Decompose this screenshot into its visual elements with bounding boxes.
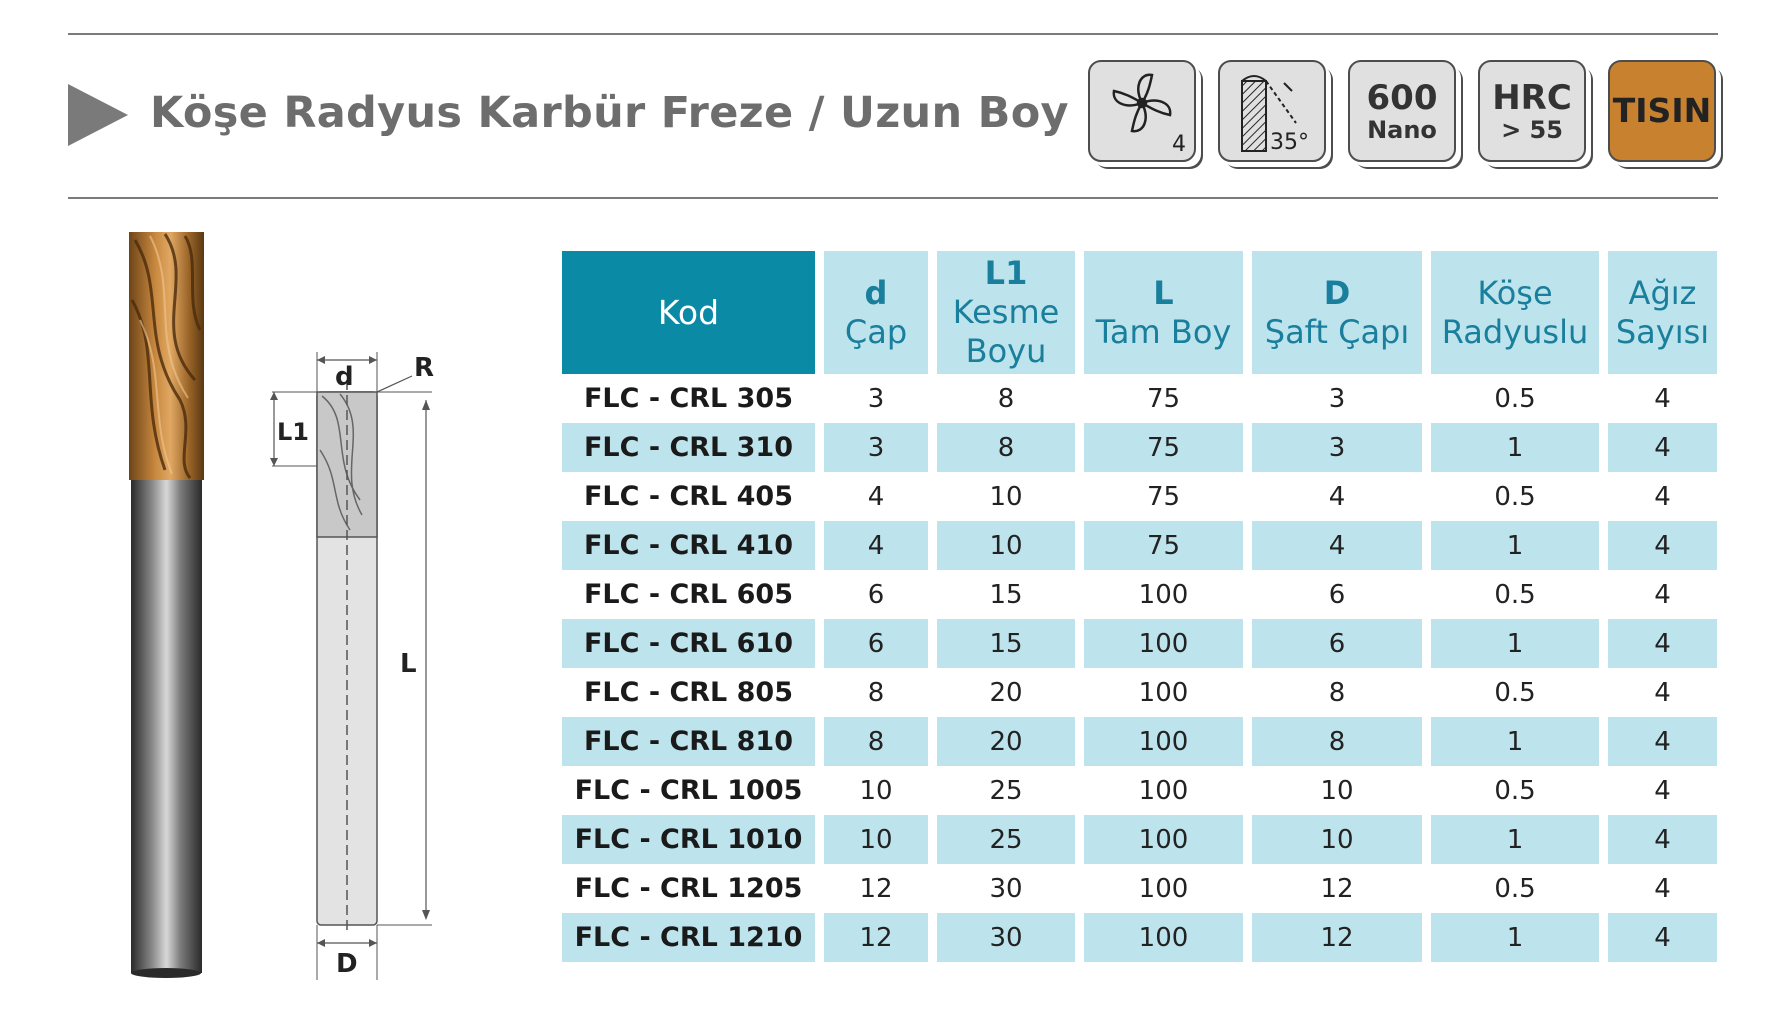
product-table	[562, 251, 1726, 962]
table-row	[562, 864, 1717, 913]
cell-cap: 10	[824, 815, 928, 864]
table-row	[562, 717, 1717, 766]
cell-tam-boy: 100	[1084, 619, 1243, 668]
table-row	[562, 374, 1717, 423]
cell-tam-boy: 100	[1138, 677, 1189, 708]
cell-kod: FLC - CRL 805	[583, 677, 794, 708]
cell-saft-capi: 4	[1252, 521, 1422, 570]
cell-tam-boy: 100	[1084, 717, 1243, 766]
technical-drawing	[270, 352, 434, 980]
cell-tam-boy: 100	[1138, 579, 1189, 610]
cell-saft-capi: 12	[1320, 873, 1354, 904]
cell-cap: 12	[824, 913, 928, 962]
column-header-tam-boy-symbol: L	[1153, 273, 1174, 312]
column-header-tam-boy-label: Tam Boy	[1095, 312, 1232, 351]
table-header-row	[562, 251, 1717, 374]
nano-badge-label: Nano	[1367, 116, 1437, 144]
cell-saft-capi: 6	[1328, 579, 1346, 610]
cell-kose-radyuslu: 0.5	[1494, 579, 1536, 610]
cell-kose-radyuslu: 1	[1431, 717, 1599, 766]
cell-saft-capi: 12	[1252, 913, 1422, 962]
cell-kod: FLC - CRL 605	[583, 579, 794, 610]
column-header-kesme-boyu-symbol: L1	[984, 254, 1028, 292]
cell-tam-boy: 75	[1084, 521, 1243, 570]
column-header-agiz-sayisi-label2: Sayısı	[1615, 312, 1710, 351]
cell-kose-radyuslu: 0.5	[1494, 873, 1536, 904]
cell-saft-capi: 8	[1328, 677, 1346, 708]
cell-kesme-boyu: 20	[937, 717, 1075, 766]
column-header-saft-capi	[1252, 251, 1422, 374]
cell-saft-capi: 3	[1252, 423, 1422, 472]
cell-kose-radyuslu: 0.5	[1494, 677, 1536, 708]
r-dimension-label: R	[414, 353, 435, 383]
coating-badge	[1608, 60, 1716, 162]
cell-kose-radyuslu: 1	[1431, 521, 1599, 570]
cell-kod: FLC - CRL 310	[562, 423, 815, 472]
table-row	[562, 913, 1717, 962]
l1-dimension-label: L1	[277, 418, 309, 446]
table-row	[562, 423, 1717, 472]
page-title: Köşe Radyus Karbür Freze / Uzun Boy	[150, 88, 1069, 138]
column-header-kod-label: Kod	[657, 293, 720, 332]
cell-cap: 4	[867, 481, 885, 512]
cell-cap: 8	[824, 717, 928, 766]
cell-kod: FLC - CRL 1205	[574, 873, 803, 904]
cell-kesme-boyu: 15	[937, 619, 1075, 668]
cell-agiz-sayisi: 4	[1608, 913, 1717, 962]
helix-angle-value: 35°	[1270, 130, 1309, 155]
column-header-kesme-boyu	[937, 251, 1075, 374]
cell-kose-radyuslu: 1	[1431, 619, 1599, 668]
cell-agiz-sayisi: 4	[1608, 423, 1717, 472]
cell-agiz-sayisi: 4	[1608, 619, 1717, 668]
cell-kod: FLC - CRL 1005	[574, 775, 803, 806]
helix-angle-icon	[1222, 63, 1322, 159]
cell-cap: 3	[824, 423, 928, 472]
cell-kesme-boyu: 8	[937, 423, 1075, 472]
cell-saft-capi: 6	[1252, 619, 1422, 668]
cell-kesme-boyu: 20	[989, 677, 1023, 708]
hrc-badge	[1478, 60, 1586, 162]
column-header-saft-capi-label: Şaft Çapı	[1264, 312, 1410, 351]
cell-kod: FLC - CRL 610	[562, 619, 815, 668]
end-mill-photo	[129, 232, 204, 978]
cell-kod: FLC - CRL 410	[562, 521, 815, 570]
d-dimension-label: d	[335, 362, 354, 392]
hrc-badge-label: HRC	[1492, 78, 1572, 118]
cell-agiz-sayisi: 4	[1608, 521, 1717, 570]
hrc-badge-value: > 55	[1501, 116, 1563, 144]
tool-illustration	[0, 0, 460, 1000]
cell-tam-boy: 100	[1138, 775, 1189, 806]
l-dimension-label: L	[400, 649, 417, 679]
cell-cap: 6	[867, 579, 885, 610]
cell-tam-boy: 75	[1146, 481, 1181, 512]
column-header-kesme-boyu-label2: Boyu	[965, 332, 1047, 370]
cell-agiz-sayisi: 4	[1608, 815, 1717, 864]
column-header-cap-symbol: d	[864, 273, 888, 312]
cell-tam-boy: 100	[1138, 873, 1189, 904]
cell-tam-boy: 100	[1084, 913, 1243, 962]
cell-cap: 12	[859, 873, 893, 904]
table-row	[562, 521, 1717, 570]
cell-kod: FLC - CRL 305	[583, 383, 794, 414]
cell-kose-radyuslu: 0.5	[1494, 775, 1536, 806]
cell-kod: FLC - CRL 1210	[562, 913, 815, 962]
cell-cap: 8	[867, 677, 885, 708]
cell-agiz-sayisi: 4	[1654, 481, 1671, 512]
column-header-agiz-sayisi	[1608, 251, 1717, 374]
column-header-cap	[824, 251, 928, 374]
cell-kesme-boyu: 10	[989, 481, 1023, 512]
cell-agiz-sayisi: 4	[1654, 775, 1671, 806]
helix-angle-badge	[1218, 60, 1326, 162]
cell-agiz-sayisi: 4	[1654, 677, 1671, 708]
cell-cap: 4	[824, 521, 928, 570]
shank-dimension-label: D	[336, 949, 358, 979]
cell-kod: FLC - CRL 1010	[562, 815, 815, 864]
table-row	[562, 619, 1717, 668]
cell-saft-capi: 10	[1320, 775, 1354, 806]
column-header-agiz-sayisi-label1: Ağız	[1628, 273, 1697, 312]
cell-cap: 6	[824, 619, 928, 668]
column-header-tam-boy	[1084, 251, 1243, 374]
cell-kesme-boyu: 30	[989, 873, 1023, 904]
cell-tam-boy: 75	[1146, 383, 1181, 414]
column-header-cap-label: Çap	[844, 312, 908, 351]
column-header-kose-radyuslu-label1: Köşe	[1477, 273, 1553, 312]
cell-kod: FLC - CRL 405	[583, 481, 794, 512]
flute-count-value: 4	[1172, 132, 1186, 157]
table-row	[562, 766, 1717, 815]
column-header-kod	[562, 251, 815, 374]
nano-badge-value: 600	[1366, 78, 1438, 118]
cell-kose-radyuslu: 1	[1431, 815, 1599, 864]
table-row	[562, 570, 1717, 619]
column-header-saft-capi-symbol: D	[1323, 273, 1351, 312]
flute-count-badge	[1088, 60, 1196, 162]
cell-kose-radyuslu: 1	[1431, 913, 1599, 962]
cell-kesme-boyu: 15	[989, 579, 1023, 610]
cell-agiz-sayisi: 4	[1608, 717, 1717, 766]
cell-kesme-boyu: 25	[989, 775, 1023, 806]
cell-tam-boy: 100	[1084, 815, 1243, 864]
cell-saft-capi: 10	[1252, 815, 1422, 864]
table-row	[562, 815, 1717, 864]
cell-cap: 10	[859, 775, 893, 806]
cell-kesme-boyu: 25	[937, 815, 1075, 864]
column-header-kose-radyuslu	[1431, 251, 1599, 374]
four-flute-icon	[1092, 63, 1192, 159]
cell-agiz-sayisi: 4	[1654, 579, 1671, 610]
cell-agiz-sayisi: 4	[1654, 383, 1671, 414]
cell-saft-capi: 3	[1328, 383, 1346, 414]
cell-kesme-boyu: 8	[997, 383, 1015, 414]
cell-kose-radyuslu: 1	[1431, 423, 1599, 472]
table-body	[562, 374, 1717, 962]
cell-kesme-boyu: 10	[937, 521, 1075, 570]
cell-saft-capi: 8	[1252, 717, 1422, 766]
cell-kod: FLC - CRL 810	[562, 717, 815, 766]
table-row	[562, 472, 1717, 521]
cell-tam-boy: 75	[1084, 423, 1243, 472]
cell-cap: 3	[867, 383, 885, 414]
cell-kose-radyuslu: 0.5	[1494, 481, 1536, 512]
cell-agiz-sayisi: 4	[1654, 873, 1671, 904]
cell-kesme-boyu: 30	[937, 913, 1075, 962]
coating-badge-label: TISIN	[1612, 91, 1712, 130]
cell-saft-capi: 4	[1328, 481, 1346, 512]
column-header-kesme-boyu-label1: Kesme	[952, 293, 1060, 331]
cell-kose-radyuslu: 0.5	[1494, 383, 1536, 414]
nano-badge	[1348, 60, 1456, 162]
column-header-kose-radyuslu-label2: Radyuslu	[1441, 312, 1589, 351]
table-row	[562, 668, 1717, 717]
